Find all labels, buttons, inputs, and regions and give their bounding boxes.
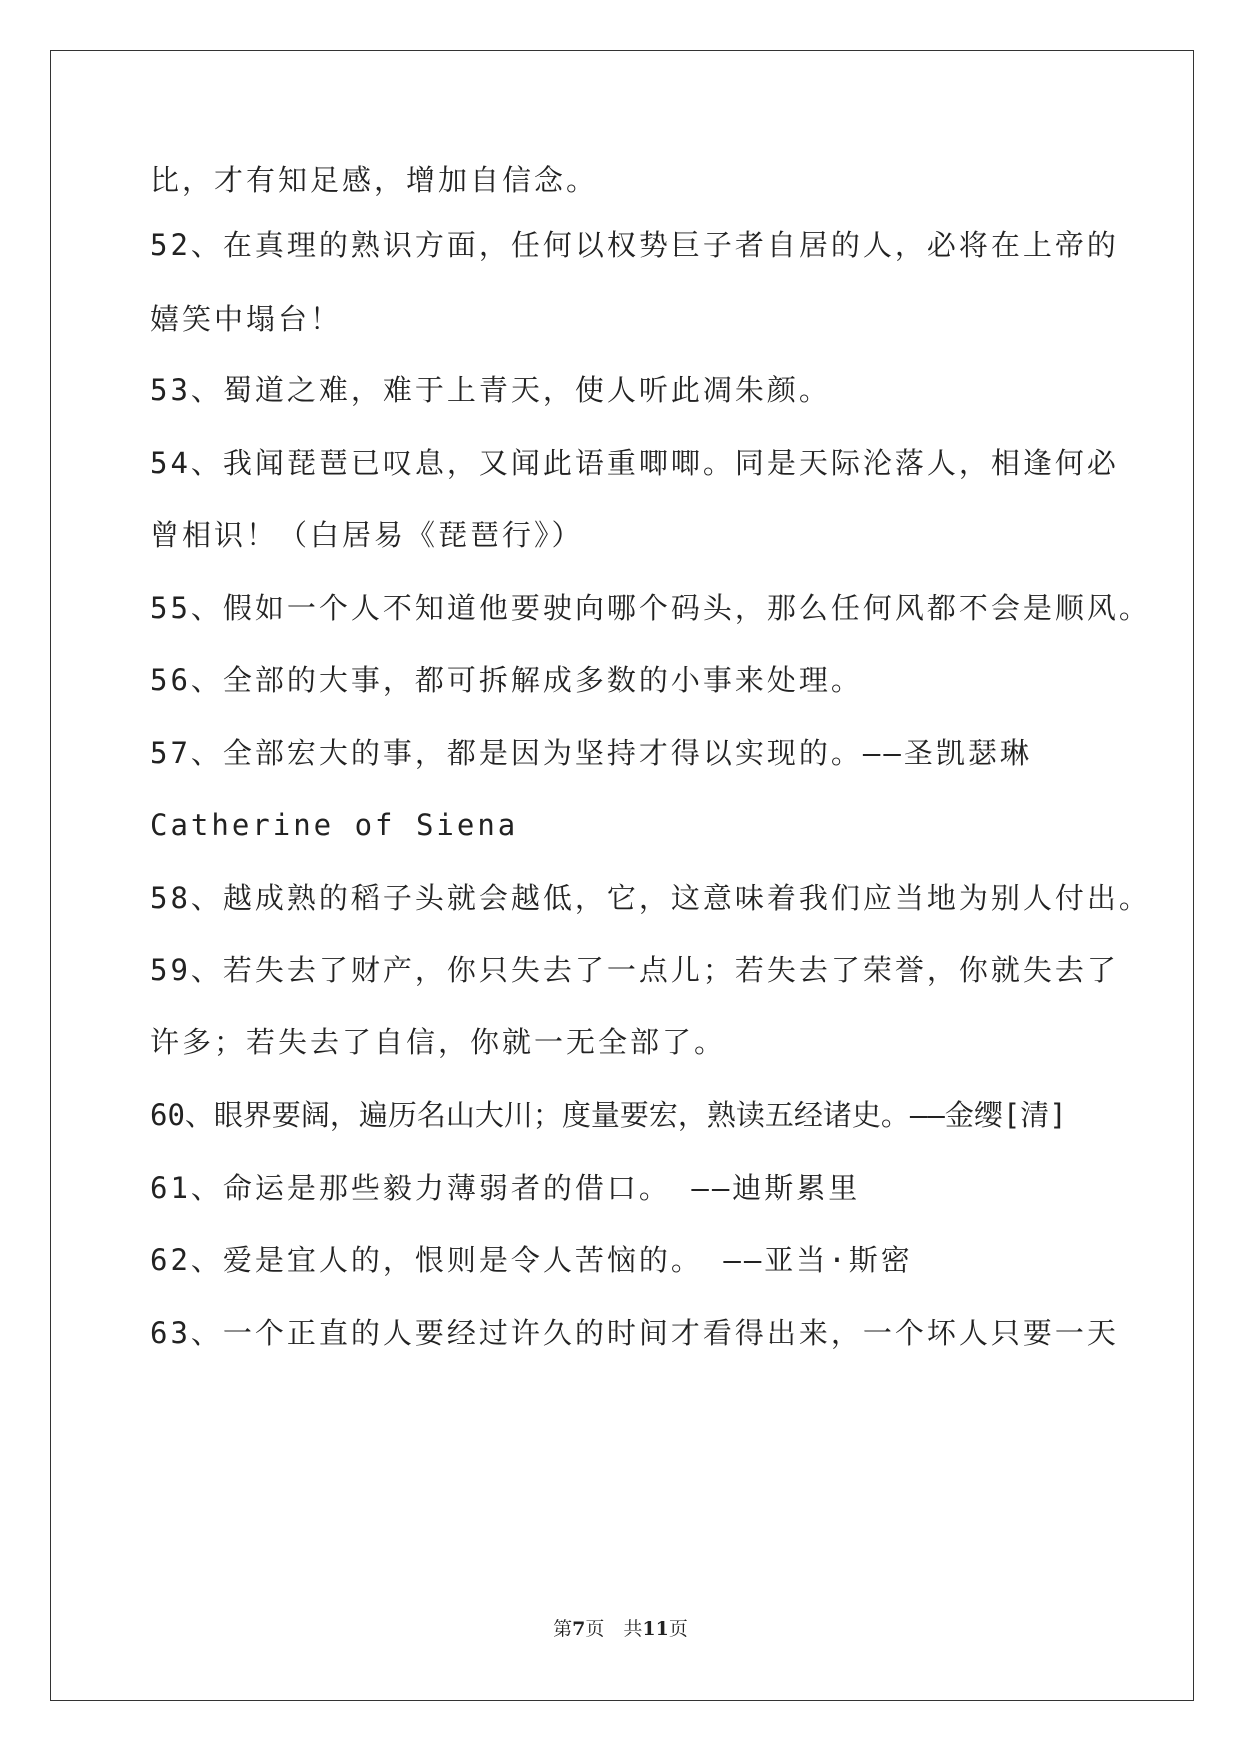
current-page-number: 7 — [572, 1618, 586, 1640]
text-line: 嬉笑中塌台！ — [150, 302, 343, 336]
text-line: 52、在真理的熟识方面，任何以权势巨子者自居的人，必将在上帝的 — [150, 228, 1119, 262]
text-line: 60、眼界要阔，遍历名山大川；度量要宏，熟读五经诸史。——金缨[清] — [150, 1098, 1067, 1132]
text-line: 58、越成熟的稻子头就会越低，它，这意味着我们应当地为别人付出。 — [150, 881, 1151, 915]
text-line: 63、一个正直的人要经过许久的时间才看得出来，一个坏人只要一天 — [150, 1316, 1119, 1350]
footer-prefix: 第 — [553, 1618, 573, 1640]
text-line: 56、全部的大事，都可拆解成多数的小事来处理。 — [150, 663, 863, 697]
text-line: 55、假如一个人不知道他要驶向哪个码头，那么任何风都不会是顺风。 — [150, 591, 1151, 625]
text-line: 62、爱是宜人的，恨则是令人苦恼的。 ——亚当·斯密 — [150, 1243, 913, 1277]
text-line: 许多；若失去了自信，你就一无全部了。 — [150, 1025, 727, 1059]
text-line: 53、蜀道之难，难于上青天，使人听此凋朱颜。 — [150, 373, 831, 407]
footer-mid: 页 共 — [585, 1618, 643, 1640]
text-line: 54、我闻琵琶已叹息，又闻此语重唧唧。同是天际沦落人，相逢何必 — [150, 446, 1119, 480]
text-line: 61、命运是那些毅力薄弱者的借口。 ——迪斯累里 — [150, 1171, 861, 1205]
page-border — [50, 50, 1194, 1701]
total-page-count: 11 — [642, 1618, 669, 1640]
text-line: 57、全部宏大的事，都是因为坚持才得以实现的。——圣凯瑟琳 — [150, 736, 1032, 770]
footer-suffix: 页 — [668, 1618, 688, 1640]
text-line: 59、若失去了财产，你只失去了一点儿；若失去了荣誉，你就失去了 — [150, 953, 1119, 987]
text-line: Catherine of Siena — [150, 808, 519, 842]
page-footer — [0, 1614, 1241, 1641]
text-line: 比，才有知足感，增加自信念。 — [150, 163, 599, 197]
text-line: 曾相识！（白居易《琵琶行》） — [150, 518, 584, 552]
